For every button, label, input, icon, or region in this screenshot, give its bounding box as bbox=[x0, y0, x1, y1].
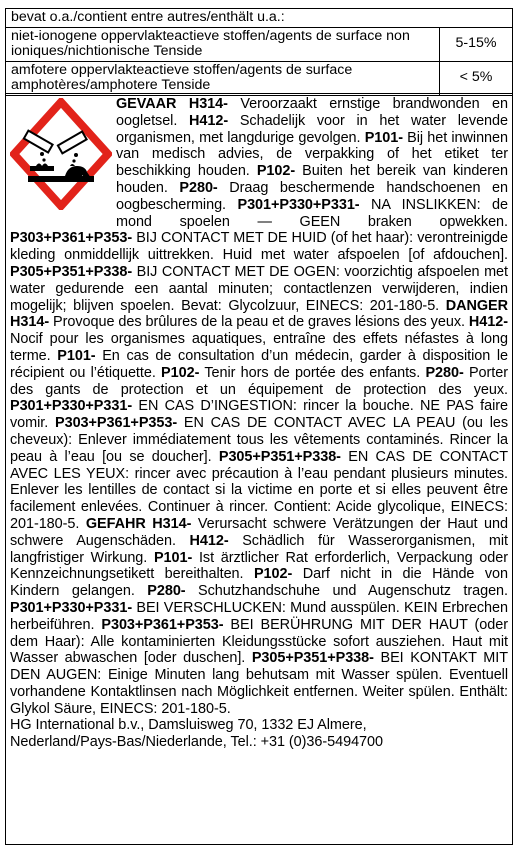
hazard-text-block bbox=[10, 96, 508, 751]
cut-off-top-text bbox=[0, 0, 518, 7]
ghs05-corrosive-icon bbox=[10, 98, 112, 215]
ingredient-name: niet-ionogene oppervlakteactieve stoffen/agents de surface non ioniques/nichtionische Tenside bbox=[6, 27, 440, 61]
composition-heading: bevat o.a./contient entre autres/enthält u.a.: bbox=[6, 9, 513, 28]
composition-table bbox=[5, 8, 513, 96]
ingredient-name: amfotere oppervlakteactieve stoffen/agents de surface amphotères/amphotere Tenside bbox=[6, 61, 440, 95]
nl-section: GEVAAR H314- Veroorzaakt ernstige brandwonden en oogletsel. H412- Schadelijk voor in het water levende organismen, met langdurige gevolgen. P101- Bij het inwinnen van medisch advies, de verpakking of het etiket ter beschikking houden. P102- Buiten het bereik van kinderen houden. P280- Draag beschermende handschoenen en oogbescherming. P301+P330+P331- NA INSLIKKEN: de mond spoelen — GEEN braken opwekken. P303+P361+P353- BIJ CONTACT MET DE HUID (of het haar): verontreinigde kleding onmiddellijk uittrekken. Huid met water afspoelen [of afdouchen]. P305+P351+P338- BIJ CONTACT MET DE OGEN: voorzichtig afspoelen met water gedurende een aantal minuten; contactlenzen verwijderen, indien mogelijk; blijven spoelen. Bevat: Glycolzuur, EINECS: 201-180-5. bbox=[10, 96, 509, 314]
signal-word-de: GEFAHR H314- bbox=[85, 515, 192, 532]
ingredient-percent: < 5% bbox=[440, 61, 513, 95]
composition-row bbox=[6, 61, 513, 95]
company-line-2: Nederland/Pays-Bas/Niederlande, Tel.: +31 (0)36-5494700 bbox=[10, 734, 383, 751]
signal-word-fr: DANGER H314- bbox=[10, 297, 508, 331]
signal-word-nl: GEVAAR H314- bbox=[116, 96, 228, 112]
fr-section: DANGER H314- Provoque des brûlures de la peau et de graves lésions des yeux. H412- Nocif pour les organismes aquatiques, entraîne des effets néfastes à long terme. P101- En cas de consultation d’un médecin, garder à disposition le récipient ou l’étiquette. P102- Tenir hors de portée des enfants. P280- Porter des gants de protection et un équipement de protection des yeux. P301+P330+P331- EN CAS D’INGESTION: rincer la bouche. NE PAS faire vomir. P303+P361+P353- EN CAS DE CONTACT AVEC LA PEAU (ou les cheveux): Enlever immédiatement tous les vêtements contaminés. Rincer la peau à l’eau [ou se doucher]. P305+P351+P338- EN CAS DE CONTACT AVEC LES YEUX: rincer avec précaution à l’eau pendant plusieurs minutes. Enlever les lentilles de contact si la victime en porte et si elles peuvent être facilement enlevées. Continuer à rincer. Contient: Acide glycolique, EINECS: 201-180-5. bbox=[10, 297, 508, 532]
composition-heading-row bbox=[6, 9, 513, 28]
ingredient-percent: 5-15% bbox=[440, 27, 513, 61]
de-section: GEFAHR H314- Verursacht schwere Verätzungen der Haut und schwere Augenschäden. H412- Schädlich für Wasserorganismen, mit langfristiger Wirkung. P101- Ist ärztlicher Rat erforderlich, Verpackung oder Kennzeichnungsetikett bereithalten. P102- Darf nicht in die Hände von Kindern gelangen. P280- Schutzhandschuhe und Augenschutz tragen. P301+P330+P331- BEI VERSCHLUCKEN: Mund ausspülen. KEIN Erbrechen herbeiführen. P303+P361+P353- BEI BERÜHRUNG MIT DER HAUT (oder dem Haar): Alle kontaminierten Kleidungsstücke sofort ausziehen. Haut mit Wasser abwaschen [oder duschen]. P305+P351+P338- BEI KONTAKT MIT DEN AUGEN: Einige Minuten lang behutsam mit Wasser spülen. Eventuell vorhandene Kontaktlinsen nach Möglichkeit entfernen. Weiter spülen. Enthält: Glykol Säure, EINECS: 201-180-5. bbox=[10, 515, 509, 717]
composition-row bbox=[6, 27, 513, 61]
company-address bbox=[10, 717, 508, 751]
company-line-1: HG International b.v., Damsluisweg 70, 1332 EJ Almere, bbox=[10, 717, 367, 734]
